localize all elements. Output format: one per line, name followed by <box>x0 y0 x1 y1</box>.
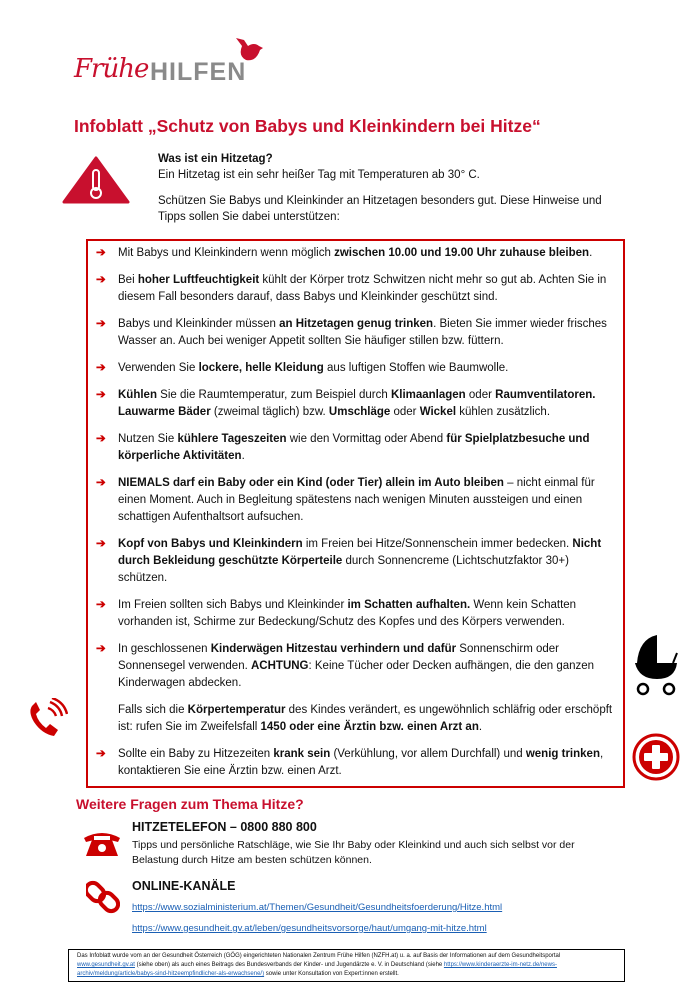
link-sozialministerium[interactable]: https://www.sozialministerium.at/Themen/Gesundheit/Gesundheitsfoerderung/Hitze.html <box>132 902 503 913</box>
bird-icon <box>232 36 264 66</box>
footer-text-3: sowie unter Konsultation von Expert:innen erstellt. <box>264 971 399 977</box>
tip-emphasis: Wickel <box>419 406 457 418</box>
footer-text-2: (siehe oben) als auch eines Beitrags des Bundesverbands der Kinder- und Jugendärzte e. V. in Deutschland (siehe <box>134 962 444 968</box>
tip-emphasis: ACHTUNG <box>251 660 309 672</box>
tip-text: Sollte ein Baby zu Hitzezeiten <box>118 748 274 760</box>
tip-item <box>96 746 615 780</box>
tip-text: In geschlossenen <box>118 643 211 655</box>
tip-emphasis: Klimaanlagen <box>390 389 466 401</box>
warning-thermometer-icon <box>62 156 130 204</box>
tips-list <box>86 239 625 788</box>
tip-item <box>96 702 615 736</box>
tip-text: des Kindes verändert, es ungewöhnlich schläfrig oder erschöpft ist: rufen Sie im Zweifelsfall <box>118 704 613 733</box>
link-chain-icon <box>86 880 120 914</box>
tip-text: Babys und Kleinkinder müssen <box>118 318 280 330</box>
intro-heading: Was ist ein Hitzetag? <box>158 153 273 165</box>
tip-emphasis: Kühlen <box>118 389 157 401</box>
tip-emphasis: wenig trinken <box>525 748 600 760</box>
tip-text: Nutzen Sie <box>118 433 178 445</box>
tip-text: . <box>589 247 593 259</box>
arrow-icon: ➔ <box>96 247 106 259</box>
further-questions-heading: Weitere Fragen zum Thema Hitze? <box>76 796 304 812</box>
tip-emphasis: Körpertemperatur <box>187 704 286 716</box>
tip-item <box>96 245 615 262</box>
tip-text: oder <box>465 389 496 401</box>
tip-item <box>96 475 615 526</box>
tip-emphasis: Umschläge <box>328 406 391 418</box>
tip-emphasis: Kinderwägen Hitzestau verhindern und dafür <box>210 643 457 655</box>
medical-cross-icon <box>631 732 681 782</box>
logo-caps-text: HILFEN <box>150 58 247 86</box>
tip-text: . Bieten Sie immer wieder frisches Wasser an. Auch bei weniger Appetit sollten Sie häufiger stillen bzw. füttern. <box>118 318 607 347</box>
arrow-icon: ➔ <box>96 274 106 286</box>
hotline-title: HITZETELEFON – 0800 880 800 <box>132 820 317 834</box>
tip-text: aus luftigen Stoffen wie Baumwolle. <box>323 362 509 374</box>
hotline-text: Tipps und persönliche Ratschläge, wie Sie Ihr Baby oder Kleinkind und auch sich selbst vor der Belastung durch Hitze am besten schützen können. <box>132 839 575 866</box>
footer-link-1[interactable]: www.gesundheit.gv.at <box>77 962 135 968</box>
tip-text: (Verkühlung, vor allem Durchfall) und <box>330 748 526 760</box>
arrow-icon: ➔ <box>96 477 106 489</box>
tip-text: durch Sonnencreme (Lichtschutzfaktor 30+) schützen. <box>118 555 569 584</box>
tip-emphasis: Nicht durch Bekleidung geschützte Körperteile <box>118 538 602 567</box>
tip-emphasis: zwischen 10.00 und 19.00 Uhr zuhause bleiben <box>334 247 590 259</box>
online-row <box>86 876 693 939</box>
footer-text-1: Das Infoblatt wurde vom an der Gesundheit Österreich (GÖG) eingerichteten Nationalen Zentrum Frühe Hilfen (NZFH.at) u. a. auf Basis der Informationen auf dem Gesundheitsportal <box>77 953 561 959</box>
tip-emphasis: kühlere Tageszeiten <box>177 433 287 445</box>
tip-item <box>96 641 615 692</box>
header <box>0 0 693 108</box>
arrow-icon: ➔ <box>96 433 106 445</box>
tip-text: Sie die Raumtemperatur, zum Beispiel durch <box>156 389 391 401</box>
footer-note <box>68 949 625 982</box>
tip-text: (zweimal täglich) bzw. <box>210 406 329 418</box>
tip-emphasis: lockere, helle Kleidung <box>198 362 324 374</box>
tip-text: kühlen zusätzlich. <box>456 406 551 418</box>
intro <box>158 151 628 235</box>
tip-emphasis: an Hitzetagen genug trinken <box>279 318 434 330</box>
tip-emphasis: 1450 oder eine Ärztin bzw. einen Arzt an <box>260 721 479 733</box>
tip-text: Wenn kein Schatten vorhanden ist, Schirme zur Bedeckung/Schutz des Kopfes und des Körpers verwenden. <box>118 599 577 628</box>
tip-text: wie den Vormittag oder Abend <box>286 433 447 445</box>
tip-emphasis: Kopf von Babys und Kleinkindern <box>118 538 303 550</box>
arrow-icon: ➔ <box>96 318 106 330</box>
tip-text: Mit Babys und Kleinkindern wenn möglich <box>118 247 335 259</box>
tip-item <box>96 272 615 306</box>
online-section <box>132 876 502 939</box>
tip-text: Sonnenschirm oder Sonnensegel verwenden. <box>118 643 559 672</box>
tip-text: im Freien bei Hitze/Sonnenschein immer bedecken. <box>302 538 573 550</box>
tip-item <box>96 431 615 465</box>
intro-row <box>62 151 693 235</box>
page-title: Infoblatt „Schutz von Babys und Kleinkindern bei Hitze“ <box>74 116 541 136</box>
phone-call-icon <box>26 698 68 738</box>
arrow-icon: ➔ <box>96 362 106 374</box>
arrow-icon: ➔ <box>96 538 106 550</box>
hotline-section <box>132 820 592 868</box>
tip-text: Falls sich die <box>118 704 188 716</box>
logo-script-text: Frühe <box>74 54 149 84</box>
tip-item <box>96 536 615 587</box>
tip-item <box>96 597 615 631</box>
tip-emphasis: im Schatten aufhalten. <box>347 599 471 611</box>
tip-text: Verwenden Sie <box>118 362 199 374</box>
tip-text: Im Freien sollten sich Babys und Kleinkinder <box>118 599 348 611</box>
tip-emphasis: Raumventilatoren. Lauwarme Bäder <box>118 389 596 418</box>
tip-text: . <box>478 721 483 733</box>
tip-text: : Keine Tücher oder Decken aufhängen, die den ganzen Kinderwagen abdecken. <box>118 660 595 689</box>
hotline-row <box>82 820 693 868</box>
link-gesundheit[interactable]: https://www.gesundheit.gv.at/leben/gesundheitsvorsorge/haut/umgang-mit-hitze.html <box>132 923 487 934</box>
tip-emphasis: hoher Luftfeuchtigkeit <box>137 274 260 286</box>
tip-item <box>96 387 615 421</box>
telephone-icon <box>82 828 122 858</box>
intro-line2: Schützen Sie Babys und Kleinkinder an Hitzetagen besonders gut. Diese Hinweise und Tipps sollen Sie dabei unterstützen: <box>158 195 602 223</box>
tip-emphasis: NIEMALS darf ein Baby oder ein Kind (oder Tier) allein im Auto bleiben <box>118 477 504 489</box>
footer-link-2[interactable]: https://www.kinderaerzte-im-netz.de/news-archiv/meldung/article/babys-sind-hitzeempfindlicher-als-erwachsene/) <box>77 962 557 977</box>
tip-text: kühlt der Körper trotz Schwitzen nicht mehr so gut ab. Achten Sie in diesem Fall besonders darauf, dass Babys und Kleinkinder geschützt sind. <box>118 274 607 303</box>
stroller-icon <box>633 633 679 697</box>
fruehe-hilfen-logo <box>72 36 272 92</box>
tip-text: – nicht einmal für einen Moment. Auch in Begleitung spätestens nach wenigen Minuten aussteigen und einen schattigen Aufenthaltsort aufsuchen. <box>118 477 595 523</box>
tip-text: . <box>241 450 245 462</box>
tip-text: , kontaktieren Sie eine Ärztin bzw. einen Arzt. <box>118 748 604 777</box>
tip-text: oder <box>390 406 420 418</box>
arrow-icon: ➔ <box>96 599 106 611</box>
tip-emphasis: für Spielplatzbesuche und körperliche Aktivitäten <box>118 433 590 462</box>
online-title: ONLINE-KANÄLE <box>132 879 236 893</box>
tip-item <box>96 360 615 377</box>
tip-emphasis: krank sein <box>273 748 331 760</box>
tip-text: Bei <box>118 274 138 286</box>
intro-line1: Ein Hitzetag ist ein sehr heißer Tag mit Temperaturen ab 30° C. <box>158 169 480 181</box>
arrow-icon: ➔ <box>96 748 106 760</box>
arrow-icon: ➔ <box>96 389 106 401</box>
arrow-icon: ➔ <box>96 643 106 655</box>
tip-item <box>96 316 615 350</box>
